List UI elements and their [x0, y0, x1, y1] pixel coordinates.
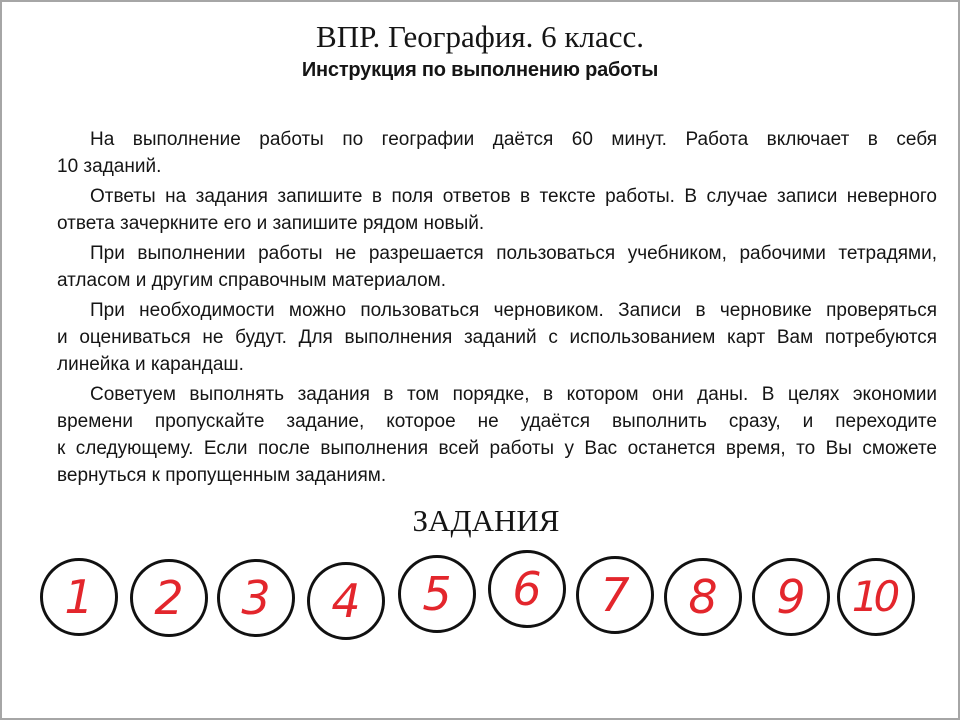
instruction-paragraph [57, 381, 937, 489]
instruction-line: 10 заданий. [57, 156, 162, 177]
instruction-line: При необходимости можно пользоваться черновиком. Записи в черновике проверяться [90, 300, 937, 321]
task-number: 3 [241, 571, 271, 625]
instruction-line: и оцениваться не будут. Для выполнения заданий с использованием карт Вам потребуются [57, 327, 937, 348]
task-number: 8 [688, 570, 718, 624]
tasks-heading: ЗАДАНИЯ [412, 503, 560, 538]
instruction-paragraph [57, 297, 937, 378]
task-number: 5 [422, 567, 452, 621]
task-number: 4 [331, 574, 361, 628]
task-2-button[interactable] [130, 559, 208, 637]
task-10-button[interactable] [837, 558, 915, 636]
instruction-line: Ответы на задания запишите в поля ответов в тексте работы. В случае записи неверного [90, 186, 937, 207]
task-number: 7 [600, 568, 630, 622]
instruction-line: При выполнении работы не разрешается пользоваться учебником, рабочими тетрадями, [90, 243, 937, 264]
task-9-button[interactable] [752, 558, 830, 636]
instruction-line: Советуем выполнять задания в том порядке, в котором они даны. В целях экономии [90, 384, 937, 405]
instruction-line: времени пропускайте задание, которое не удаётся выполнить сразу, и переходите [57, 411, 937, 432]
instruction-line: атласом и другим справочным материалом. [57, 270, 446, 291]
task-number: 2 [154, 571, 184, 625]
page-title: ВПР. География. 6 класс. [316, 19, 644, 54]
instruction-paragraph [57, 183, 937, 237]
instruction-line: ответа зачеркните его и запишите рядом новый. [57, 213, 485, 234]
task-6-button[interactable] [488, 550, 566, 628]
task-5-button[interactable] [398, 555, 476, 633]
task-8-button[interactable] [664, 558, 742, 636]
instruction-line: к следующему. Если после выполнения всей работы у Вас останется время, то Вы сможете [57, 438, 937, 459]
instruction-line: вернуться к пропущенным заданиям. [57, 465, 387, 486]
task-number: 1 [64, 570, 94, 624]
task-number: 10 [851, 572, 896, 621]
instruction-paragraph [57, 126, 937, 180]
task-number: 6 [512, 562, 542, 616]
instructions-heading: Инструкция по выполнению работы [301, 59, 659, 81]
task-4-button[interactable] [307, 562, 385, 640]
task-1-button[interactable] [40, 558, 118, 636]
instructions-text [57, 126, 937, 492]
task-7-button[interactable] [576, 556, 654, 634]
task-3-button[interactable] [217, 559, 295, 637]
task-number: 9 [776, 570, 806, 624]
instruction-paragraph [57, 240, 937, 294]
instruction-line: линейка и карандаш. [57, 354, 244, 375]
instruction-line: На выполнение работы по географии даётся 60 минут. Работа включает в себя [90, 129, 937, 150]
